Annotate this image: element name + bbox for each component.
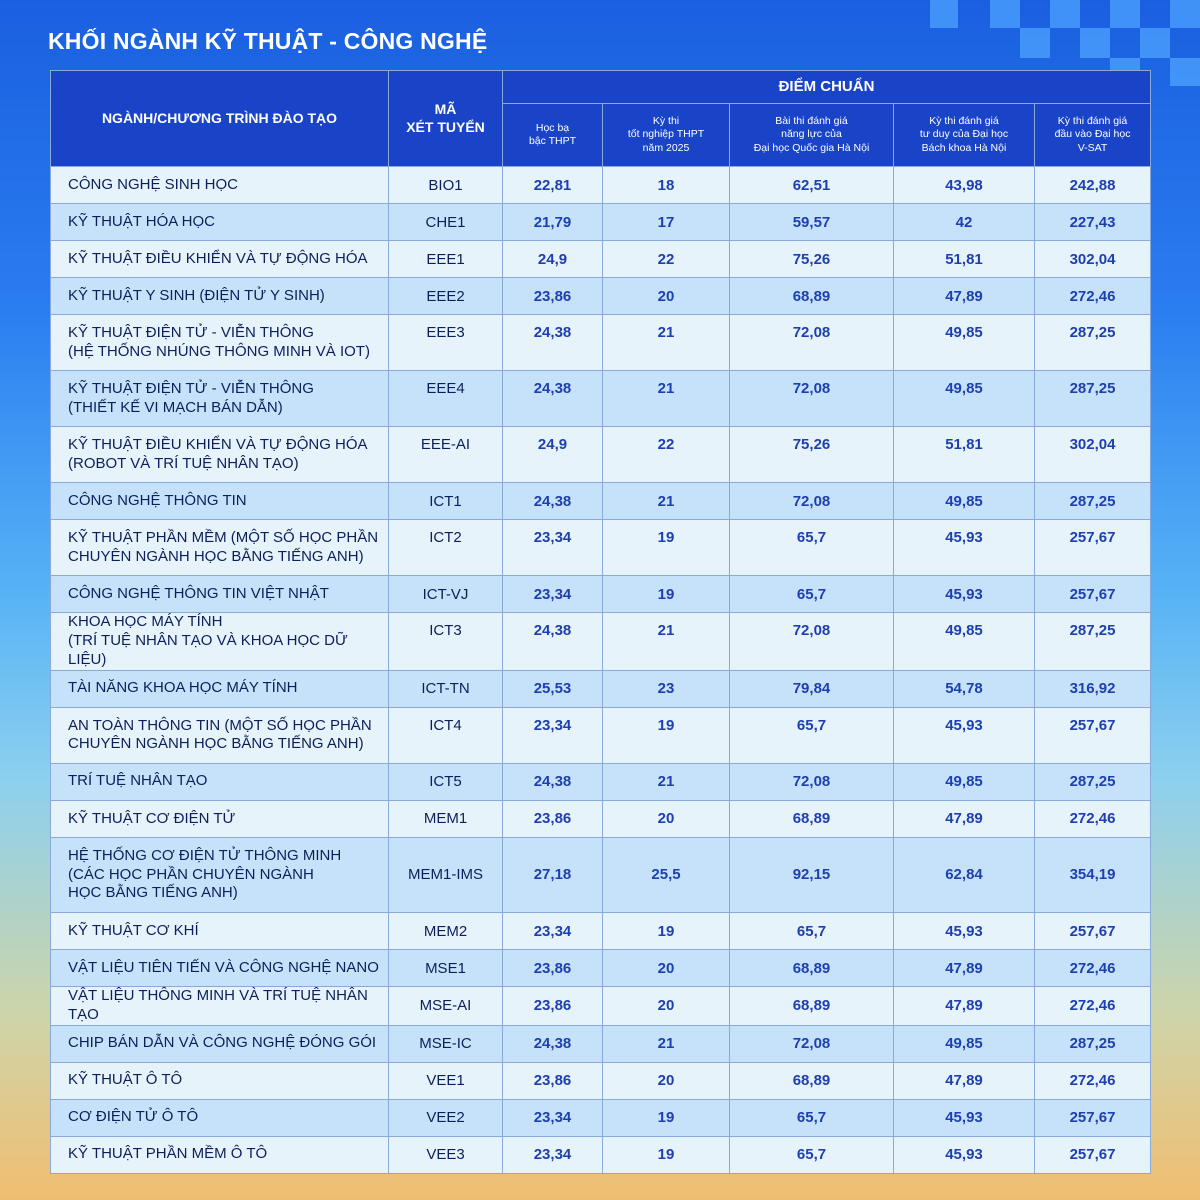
score-hust-thinking: 45,93 [894, 707, 1035, 763]
score-vnu-competency: 68,89 [730, 987, 894, 1026]
admission-code: BIO1 [389, 167, 503, 204]
score-vsat: 287,25 [1035, 1025, 1151, 1062]
admission-code: EEE-AI [389, 427, 503, 483]
score-vsat: 257,67 [1035, 576, 1151, 613]
score-vnu-competency: 72,08 [730, 315, 894, 371]
score-graduation-exam: 19 [603, 1136, 730, 1173]
score-hust-thinking: 47,89 [894, 987, 1035, 1026]
program-name: KỸ THUẬT ĐIỆN TỬ - VIỄN THÔNG (THIẾT KẾ VI MẠCH BÁN DẪN) [51, 371, 389, 427]
score-vnu-competency: 65,7 [730, 1099, 894, 1136]
program-name: CƠ ĐIỆN TỬ Ô TÔ [51, 1099, 389, 1136]
header-method-vsat: Kỳ thi đánh giá đầu vào Đại học V-SAT [1035, 104, 1151, 167]
score-hust-thinking: 43,98 [894, 167, 1035, 204]
score-transcript: 27,18 [503, 837, 603, 912]
header-score-group: ĐIỂM CHUẨN [503, 71, 1151, 104]
score-hust-thinking: 49,85 [894, 483, 1035, 520]
score-transcript: 23,34 [503, 520, 603, 576]
table-row [51, 204, 1151, 241]
score-graduation-exam: 20 [603, 278, 730, 315]
admission-code: MEM2 [389, 912, 503, 949]
admission-scores-table [50, 70, 1151, 1174]
table-row [51, 520, 1151, 576]
score-graduation-exam: 21 [603, 315, 730, 371]
score-vsat: 354,19 [1035, 837, 1151, 912]
score-vnu-competency: 72,08 [730, 371, 894, 427]
score-vsat: 287,25 [1035, 613, 1151, 670]
header-method-graduation-exam: Kỳ thi tốt nghiệp THPT năm 2025 [603, 104, 730, 167]
score-vsat: 302,04 [1035, 241, 1151, 278]
table-row [51, 1136, 1151, 1173]
program-name: KỸ THUẬT ĐIỀU KHIỂN VÀ TỰ ĐỘNG HÓA [51, 241, 389, 278]
score-graduation-exam: 19 [603, 707, 730, 763]
score-transcript: 24,38 [503, 315, 603, 371]
score-graduation-exam: 23 [603, 670, 730, 707]
score-vnu-competency: 72,08 [730, 763, 894, 800]
program-name: HỆ THỐNG CƠ ĐIỆN TỬ THÔNG MINH (CÁC HỌC PHẦN CHUYÊN NGÀNH HỌC BẰNG TIẾNG ANH) [51, 837, 389, 912]
admission-code: VEE3 [389, 1136, 503, 1173]
score-graduation-exam: 21 [603, 483, 730, 520]
admission-code: ICT1 [389, 483, 503, 520]
score-graduation-exam: 19 [603, 912, 730, 949]
score-transcript: 23,34 [503, 1136, 603, 1173]
table-row [51, 837, 1151, 912]
score-vnu-competency: 68,89 [730, 278, 894, 315]
score-hust-thinking: 49,85 [894, 1025, 1035, 1062]
score-vnu-competency: 65,7 [730, 1136, 894, 1173]
score-graduation-exam: 20 [603, 987, 730, 1026]
admission-code: ICT4 [389, 707, 503, 763]
program-name: TRÍ TUỆ NHÂN TẠO [51, 763, 389, 800]
program-name: TÀI NĂNG KHOA HỌC MÁY TÍNH [51, 670, 389, 707]
program-name: CÔNG NGHỆ THÔNG TIN VIỆT NHẬT [51, 576, 389, 613]
score-vnu-competency: 72,08 [730, 613, 894, 670]
score-vsat: 257,67 [1035, 912, 1151, 949]
program-name: KỸ THUẬT Ô TÔ [51, 1062, 389, 1099]
score-graduation-exam: 20 [603, 950, 730, 987]
score-transcript: 23,34 [503, 707, 603, 763]
admission-code: EEE4 [389, 371, 503, 427]
score-vnu-competency: 72,08 [730, 483, 894, 520]
table-row [51, 763, 1151, 800]
score-vsat: 272,46 [1035, 278, 1151, 315]
score-vnu-competency: 65,7 [730, 576, 894, 613]
score-vsat: 257,67 [1035, 1136, 1151, 1173]
score-vsat: 316,92 [1035, 670, 1151, 707]
program-name: KỸ THUẬT HÓA HỌC [51, 204, 389, 241]
admission-code: EEE1 [389, 241, 503, 278]
table-row [51, 670, 1151, 707]
program-name: KỸ THUẬT CƠ ĐIỆN TỬ [51, 800, 389, 837]
score-graduation-exam: 21 [603, 763, 730, 800]
table-row [51, 950, 1151, 987]
score-graduation-exam: 22 [603, 241, 730, 278]
admission-code: EEE3 [389, 315, 503, 371]
score-vnu-competency: 68,89 [730, 800, 894, 837]
score-vsat: 272,46 [1035, 987, 1151, 1026]
table-row [51, 1025, 1151, 1062]
table-row [51, 613, 1151, 670]
score-graduation-exam: 25,5 [603, 837, 730, 912]
page-title: KHỐI NGÀNH KỸ THUẬT - CÔNG NGHỆ [48, 28, 488, 54]
program-name: KỸ THUẬT Y SINH (ĐIỆN TỬ Y SINH) [51, 278, 389, 315]
score-vsat: 257,67 [1035, 707, 1151, 763]
score-vsat: 227,43 [1035, 204, 1151, 241]
table-row [51, 167, 1151, 204]
score-vsat: 272,46 [1035, 950, 1151, 987]
score-hust-thinking: 45,93 [894, 1099, 1035, 1136]
score-graduation-exam: 22 [603, 427, 730, 483]
score-vnu-competency: 68,89 [730, 1062, 894, 1099]
score-vnu-competency: 72,08 [730, 1025, 894, 1062]
admission-code: CHE1 [389, 204, 503, 241]
score-transcript: 23,86 [503, 278, 603, 315]
table-row [51, 707, 1151, 763]
score-vnu-competency: 65,7 [730, 520, 894, 576]
score-hust-thinking: 49,85 [894, 763, 1035, 800]
score-graduation-exam: 21 [603, 371, 730, 427]
score-vnu-competency: 65,7 [730, 707, 894, 763]
score-vsat: 242,88 [1035, 167, 1151, 204]
table-row [51, 278, 1151, 315]
score-vsat: 257,67 [1035, 520, 1151, 576]
score-transcript: 24,9 [503, 427, 603, 483]
admission-code: MSE1 [389, 950, 503, 987]
score-hust-thinking: 62,84 [894, 837, 1035, 912]
score-transcript: 24,38 [503, 483, 603, 520]
score-vnu-competency: 75,26 [730, 427, 894, 483]
program-name: AN TOÀN THÔNG TIN (MỘT SỐ HỌC PHẦN CHUYÊN NGÀNH HỌC BẰNG TIẾNG ANH) [51, 707, 389, 763]
score-transcript: 22,81 [503, 167, 603, 204]
score-transcript: 24,9 [503, 241, 603, 278]
header-program: NGÀNH/CHƯƠNG TRÌNH ĐÀO TẠO [51, 71, 389, 167]
score-hust-thinking: 45,93 [894, 520, 1035, 576]
score-graduation-exam: 19 [603, 1099, 730, 1136]
score-vsat: 287,25 [1035, 763, 1151, 800]
score-graduation-exam: 20 [603, 1062, 730, 1099]
score-transcript: 23,86 [503, 950, 603, 987]
program-name: VẬT LIỆU THÔNG MINH VÀ TRÍ TUỆ NHÂN TẠO [51, 987, 389, 1026]
score-hust-thinking: 45,93 [894, 912, 1035, 949]
score-hust-thinking: 45,93 [894, 576, 1035, 613]
score-vnu-competency: 59,57 [730, 204, 894, 241]
header-code: MÃ XÉT TUYỂN [389, 71, 503, 167]
header-method-hust-thinking: Kỳ thi đánh giá tư duy của Đại học Bách khoa Hà Nội [894, 104, 1035, 167]
score-hust-thinking: 47,89 [894, 950, 1035, 987]
admission-code: ICT-VJ [389, 576, 503, 613]
admission-code: ICT-TN [389, 670, 503, 707]
table-row [51, 1062, 1151, 1099]
score-vnu-competency: 79,84 [730, 670, 894, 707]
score-graduation-exam: 21 [603, 1025, 730, 1062]
score-transcript: 23,34 [503, 576, 603, 613]
score-graduation-exam: 19 [603, 576, 730, 613]
admission-code: MEM1 [389, 800, 503, 837]
table-row [51, 1099, 1151, 1136]
score-vsat: 257,67 [1035, 1099, 1151, 1136]
score-hust-thinking: 42 [894, 204, 1035, 241]
score-transcript: 23,86 [503, 800, 603, 837]
score-graduation-exam: 17 [603, 204, 730, 241]
score-transcript: 24,38 [503, 371, 603, 427]
admission-code: ICT5 [389, 763, 503, 800]
score-graduation-exam: 18 [603, 167, 730, 204]
score-hust-thinking: 45,93 [894, 1136, 1035, 1173]
table-row [51, 427, 1151, 483]
admission-code: VEE1 [389, 1062, 503, 1099]
program-name: CÔNG NGHỆ THÔNG TIN [51, 483, 389, 520]
score-transcript: 23,86 [503, 1062, 603, 1099]
score-vnu-competency: 92,15 [730, 837, 894, 912]
score-graduation-exam: 21 [603, 613, 730, 670]
score-hust-thinking: 47,89 [894, 800, 1035, 837]
program-name: CHIP BÁN DẪN VÀ CÔNG NGHỆ ĐÓNG GÓI [51, 1025, 389, 1062]
score-hust-thinking: 47,89 [894, 278, 1035, 315]
admission-code: MSE-AI [389, 987, 503, 1026]
score-hust-thinking: 54,78 [894, 670, 1035, 707]
score-hust-thinking: 51,81 [894, 427, 1035, 483]
score-vsat: 272,46 [1035, 1062, 1151, 1099]
score-transcript: 23,34 [503, 1099, 603, 1136]
score-transcript: 23,34 [503, 912, 603, 949]
program-name: KỸ THUẬT PHẦN MỀM Ô TÔ [51, 1136, 389, 1173]
score-graduation-exam: 19 [603, 520, 730, 576]
table-row [51, 483, 1151, 520]
score-vsat: 272,46 [1035, 800, 1151, 837]
score-hust-thinking: 49,85 [894, 371, 1035, 427]
score-hust-thinking: 49,85 [894, 315, 1035, 371]
score-vsat: 287,25 [1035, 371, 1151, 427]
table-row [51, 315, 1151, 371]
program-name: KỸ THUẬT ĐIỀU KHIỂN VÀ TỰ ĐỘNG HÓA (ROBOT VÀ TRÍ TUỆ NHÂN TẠO) [51, 427, 389, 483]
score-vsat: 287,25 [1035, 483, 1151, 520]
score-vnu-competency: 75,26 [730, 241, 894, 278]
score-transcript: 23,86 [503, 987, 603, 1026]
admission-code: ICT2 [389, 520, 503, 576]
score-transcript: 24,38 [503, 613, 603, 670]
score-transcript: 24,38 [503, 763, 603, 800]
score-transcript: 25,53 [503, 670, 603, 707]
admission-code: ICT3 [389, 613, 503, 670]
table-row [51, 987, 1151, 1026]
header-method-transcript: Học bạ bậc THPT [503, 104, 603, 167]
admission-code: EEE2 [389, 278, 503, 315]
score-graduation-exam: 20 [603, 800, 730, 837]
score-hust-thinking: 47,89 [894, 1062, 1035, 1099]
program-name: KỸ THUẬT CƠ KHÍ [51, 912, 389, 949]
table-row [51, 371, 1151, 427]
score-vnu-competency: 62,51 [730, 167, 894, 204]
program-name: KỸ THUẬT ĐIỆN TỬ - VIỄN THÔNG (HỆ THỐNG NHÚNG THÔNG MINH VÀ IOT) [51, 315, 389, 371]
admission-code: MEM1-IMS [389, 837, 503, 912]
score-hust-thinking: 49,85 [894, 613, 1035, 670]
score-vnu-competency: 65,7 [730, 912, 894, 949]
table-row [51, 912, 1151, 949]
score-vsat: 287,25 [1035, 315, 1151, 371]
score-vnu-competency: 68,89 [730, 950, 894, 987]
admission-code: MSE-IC [389, 1025, 503, 1062]
program-name: CÔNG NGHỆ SINH HỌC [51, 167, 389, 204]
program-name: VẬT LIỆU TIÊN TIẾN VÀ CÔNG NGHỆ NANO [51, 950, 389, 987]
score-hust-thinking: 51,81 [894, 241, 1035, 278]
score-vsat: 302,04 [1035, 427, 1151, 483]
score-transcript: 24,38 [503, 1025, 603, 1062]
program-name: KHOA HỌC MÁY TÍNH (TRÍ TUỆ NHÂN TẠO VÀ KHOA HỌC DỮ LIỆU) [51, 613, 389, 670]
admission-code: VEE2 [389, 1099, 503, 1136]
table-row [51, 241, 1151, 278]
program-name: KỸ THUẬT PHẦN MỀM (MỘT SỐ HỌC PHẦN CHUYÊN NGÀNH HỌC BẰNG TIẾNG ANH) [51, 520, 389, 576]
header-method-vnu-competency: Bài thi đánh giá năng lực của Đại học Quốc gia Hà Nội [730, 104, 894, 167]
table-row [51, 800, 1151, 837]
table-body [51, 167, 1151, 1174]
score-transcript: 21,79 [503, 204, 603, 241]
table-row [51, 576, 1151, 613]
